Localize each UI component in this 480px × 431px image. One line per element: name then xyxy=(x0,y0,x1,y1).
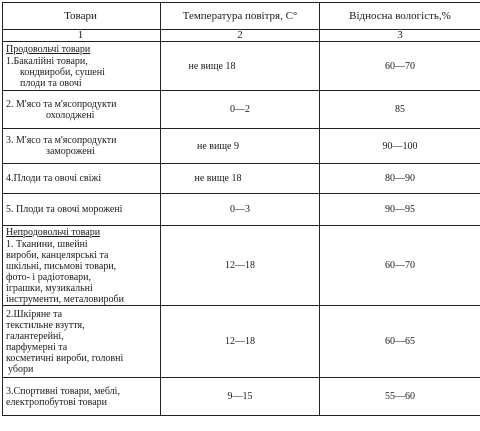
goods-name-line: інструменти, металовироби xyxy=(6,293,124,305)
header-humidity: Відносна вологість,% xyxy=(320,3,480,30)
temperature-value: 12—18 xyxy=(225,336,255,347)
temperature-value: не вище 18 xyxy=(188,60,236,72)
temperature-value: не вище 9 xyxy=(196,140,239,152)
table-row xyxy=(3,194,480,226)
goods-name-line: електропобутові товари xyxy=(6,396,108,408)
goods-name-line: шкільні, письмові товари, xyxy=(6,260,117,272)
temperature-value: 12—18 xyxy=(225,260,255,271)
goods-name-line: текстильне взуття, xyxy=(6,319,85,331)
goods-name-line: охолоджені xyxy=(46,109,95,121)
table-row xyxy=(3,91,480,129)
column-number-1: 1 xyxy=(3,30,161,42)
humidity-value: 60—70 xyxy=(385,260,415,271)
temperature-cell xyxy=(161,91,320,129)
goods-cell xyxy=(3,42,161,91)
goods-name-line: заморожені xyxy=(46,146,95,157)
table-row xyxy=(3,164,480,194)
temperature-cell xyxy=(161,306,320,378)
goods-cell xyxy=(3,306,161,378)
header-temperature: Температура повітря, С° xyxy=(161,3,320,30)
goods-name-line: іграшки, музикальні xyxy=(6,282,93,294)
temperature-value: 9—15 xyxy=(227,391,253,402)
temperature-cell xyxy=(161,164,320,194)
goods-cell xyxy=(3,129,161,164)
temperature-cell xyxy=(161,194,320,226)
temperature-cell xyxy=(161,42,320,91)
goods-name-line: косметичні вироби, головні xyxy=(6,352,124,364)
table-row xyxy=(3,42,480,91)
goods-cell xyxy=(3,226,161,306)
humidity-cell xyxy=(320,378,480,416)
table-row xyxy=(3,129,480,164)
humidity-cell xyxy=(320,164,480,194)
goods-name-line: плоди та овочі xyxy=(20,77,82,89)
goods-name-line: вироби, канцелярські та xyxy=(6,249,109,261)
section-title-food: Продовольчі товари xyxy=(6,43,91,55)
column-number-2: 2 xyxy=(161,30,320,42)
temperature-value: 0—2 xyxy=(230,104,250,115)
temperature-value: не вище 18 xyxy=(194,173,242,184)
goods-name-line: кондвироби, сушені xyxy=(20,66,105,78)
column-number-row xyxy=(3,30,480,42)
column-number-3: 3 xyxy=(320,30,480,42)
temperature-cell xyxy=(161,226,320,306)
goods-name-line: 3. М'ясо та м'ясопродукти xyxy=(6,135,117,146)
humidity-cell xyxy=(320,306,480,378)
humidity-cell xyxy=(320,194,480,226)
humidity-cell xyxy=(320,91,480,129)
table-row xyxy=(3,378,480,416)
humidity-value: 60—70 xyxy=(385,60,415,72)
temperature-cell xyxy=(161,378,320,416)
humidity-value: 60—65 xyxy=(385,336,415,347)
goods-name-line: 2. М'ясо та м'ясопродукти xyxy=(6,98,117,110)
temperature-cell xyxy=(161,129,320,164)
humidity-value: 80—90 xyxy=(385,173,415,184)
goods-name-line: фото- і радіотовари, xyxy=(6,271,91,283)
section-title-nonfood: Непродовольчі товари xyxy=(6,226,101,238)
goods-name-line: 1. Тканини, швейні xyxy=(6,238,88,250)
humidity-value: 55—60 xyxy=(385,391,415,402)
humidity-value: 85 xyxy=(395,104,405,115)
goods-name-line: 3.Спортивні товари, меблі, xyxy=(6,385,120,397)
table-row xyxy=(3,306,480,378)
humidity-value: 90—95 xyxy=(385,204,415,215)
goods-cell xyxy=(3,164,161,194)
goods-cell xyxy=(3,194,161,226)
goods-name-line: 4.Плоди та овочі свіжі xyxy=(6,173,102,184)
goods-name-line: 1.Бакалійні товари, xyxy=(6,55,88,67)
humidity-cell xyxy=(320,129,480,164)
goods-name-line: 5. Плоди та овочі морожені xyxy=(6,204,123,215)
storage-conditions-table xyxy=(2,2,477,428)
header-row xyxy=(3,3,480,30)
goods-cell xyxy=(3,378,161,416)
temperature-value: 0—3 xyxy=(230,204,250,215)
humidity-cell xyxy=(320,226,480,306)
goods-name-line: парфумерні та xyxy=(6,341,68,353)
header-goods: Товари xyxy=(3,3,161,30)
humidity-cell xyxy=(320,42,480,91)
goods-cell xyxy=(3,91,161,129)
humidity-value: 90—100 xyxy=(382,140,418,152)
goods-name-line: убори xyxy=(8,363,34,375)
table-row xyxy=(3,226,480,306)
goods-name-line: 2.Шкіряне та xyxy=(6,308,63,320)
goods-name-line: галантерейні, xyxy=(6,330,64,342)
